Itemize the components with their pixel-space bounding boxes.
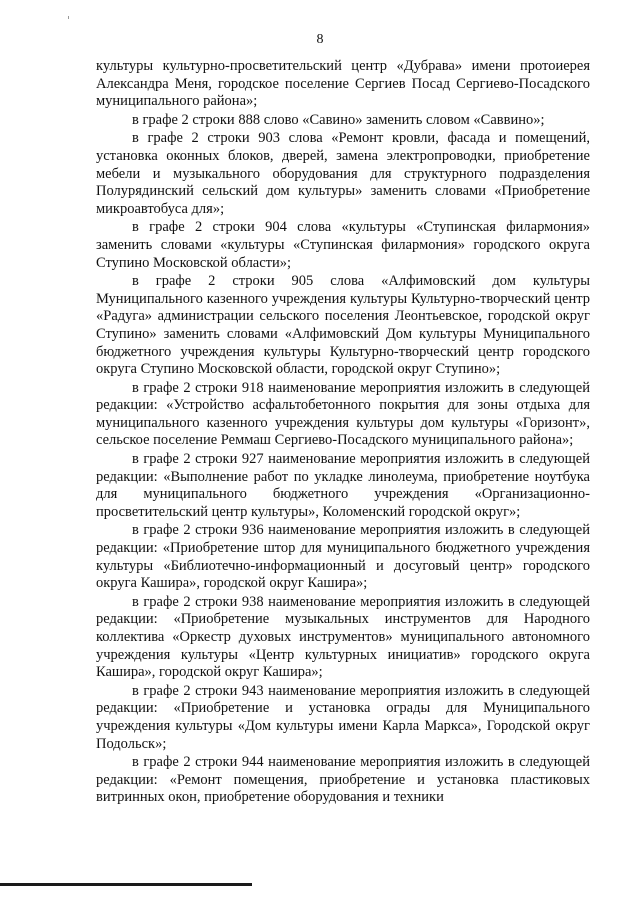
paragraph-row-927: в графе 2 строки 927 наименование мероприятия изложить в следующей редакции: «Выполнение работ по укладке линолеума, приобретение ноутбука для муниципального бюджетного учреждения «Организационно-просветительский центр культуры», Коломенский городской округ»; (96, 451, 590, 520)
document-body (96, 58, 590, 808)
paragraph-row-938: в графе 2 строки 938 наименование мероприятия изложить в следующей редакции: «Приобретение музыкальных инструментов для Народного коллектива «Оркестр духовых инструментов» муниципального автономного учреждения культуры «Центр культурных инициатив» городского округа Кашира», городской округ Кашира»; (96, 593, 590, 681)
paragraph-continuation: культуры культурно-просветительский центр «Дубрава» имени протоиерея Александра Меня, городское поселение Сергиев Посад Сергиево-Посадского муниципального района»; (96, 58, 590, 110)
page-number: 8 (316, 32, 324, 47)
paragraph-row-936: в графе 2 строки 936 наименование мероприятия изложить в следующей редакции: «Приобретение штор для муниципального бюджетного учреждения культуры «Библиотечно-информационный и досуговый центр» городского округа Кашира», городской округ Кашира»; (96, 522, 590, 592)
footer-rule (0, 883, 252, 886)
paragraph-row-904: в графе 2 строки 904 слова «культуры «Ступинская филармония» заменить словами «культуры «Ступинская филармония» городского округа Ступино Московской области»; (96, 219, 590, 271)
paragraph-row-903: в графе 2 строки 903 слова «Ремонт кровли, фасада и помещений, установка оконных блоков, дверей, замена электропроводки, приобретение мебели и музыкального оборудования для структурного подразделения Полурядинский сельский дом культуры» заменить словами «Приобретение микроавтобуса для»; (96, 130, 590, 217)
paragraph-row-944: в графе 2 строки 944 наименование мероприятия изложить в следующей редакции: «Ремонт помещения, приобретение и установка пластиковых витринных окон, приобретение оборудования и техники (96, 754, 590, 806)
scan-artifact (68, 16, 69, 19)
paragraph-row-888: в графе 2 строки 888 слово «Савино» заменить словом «Саввино»; (132, 111, 545, 128)
paragraph-row-943: в графе 2 строки 943 наименование мероприятия изложить в следующей редакции: «Приобретение и установка ограды для Муниципального учреждения культуры «Дом культуры имени Карла Маркса», Городской округ Подольск»; (96, 682, 590, 752)
paragraph-row-918: в графе 2 строки 918 наименование мероприятия изложить в следующей редакции: «Устройство асфальтобетонного покрытия для зоны отдыха для муниципального казенного учреждения культуры дом культуры «Горизонт», сельское поселение Реммаш Сергиево-Посадского муниципального района»; (96, 379, 590, 449)
paragraph-row-905: в графе 2 строки 905 слова «Алфимовский дом культуры Муниципального казенного учреждения культуры Культурно-творческий центр «Радуга» администрации сельского поселения Леонтьевское, городской округ Ступино» заменить словами «Алфимовский Дом культуры Муниципального бюджетного учреждения культуры Культурно-творческий центр городского округа Ступино Московской области, городской округ Ступино»; (96, 273, 590, 378)
